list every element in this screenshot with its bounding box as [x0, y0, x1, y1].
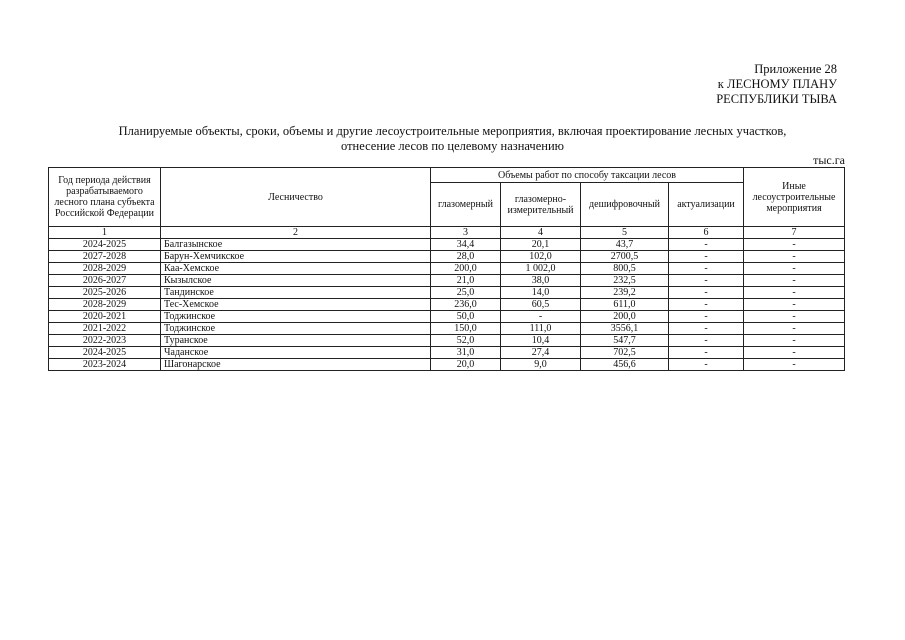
- cell-glazomerny: 34,4: [431, 239, 501, 251]
- column-number: 7: [744, 227, 845, 239]
- cell-glazomerno-izmeritelny: 20,1: [501, 239, 581, 251]
- cell-year: 2026-2027: [49, 275, 161, 287]
- table-row: [49, 287, 845, 299]
- cell-other: -: [744, 311, 845, 323]
- cell-forestry: Шагонарское: [161, 359, 431, 371]
- cell-year: 2027-2028: [49, 251, 161, 263]
- cell-deshifrovochny: 239,2: [581, 287, 669, 299]
- cell-glazomerny: 28,0: [431, 251, 501, 263]
- table-row: [49, 323, 845, 335]
- column-number: 1: [49, 227, 161, 239]
- table-row: [49, 275, 845, 287]
- cell-aktualizatsii: -: [669, 359, 744, 371]
- cell-other: -: [744, 239, 845, 251]
- cell-forestry: Тоджинское: [161, 311, 431, 323]
- cell-year: 2028-2029: [49, 299, 161, 311]
- cell-forestry: Туранское: [161, 335, 431, 347]
- cell-deshifrovochny: 547,7: [581, 335, 669, 347]
- appendix-note: [716, 62, 837, 107]
- table-row: [49, 239, 845, 251]
- cell-aktualizatsii: -: [669, 287, 744, 299]
- cell-deshifrovochny: 3556,1: [581, 323, 669, 335]
- cell-other: -: [744, 263, 845, 275]
- cell-aktualizatsii: -: [669, 239, 744, 251]
- table-row: [49, 347, 845, 359]
- cell-other: -: [744, 299, 845, 311]
- cell-aktualizatsii: -: [669, 311, 744, 323]
- column-number: 5: [581, 227, 669, 239]
- cell-other: -: [744, 323, 845, 335]
- cell-aktualizatsii: -: [669, 299, 744, 311]
- cell-aktualizatsii: -: [669, 251, 744, 263]
- cell-other: -: [744, 287, 845, 299]
- table-row: [49, 359, 845, 371]
- cell-year: 2028-2029: [49, 263, 161, 275]
- header-glazomerny: глазомерный: [431, 183, 501, 227]
- cell-year: 2024-2025: [49, 347, 161, 359]
- cell-glazomerny: 21,0: [431, 275, 501, 287]
- cell-glazomerno-izmeritelny: 111,0: [501, 323, 581, 335]
- cell-glazomerno-izmeritelny: 102,0: [501, 251, 581, 263]
- column-number: 3: [431, 227, 501, 239]
- column-number: 4: [501, 227, 581, 239]
- cell-forestry: Тандинское: [161, 287, 431, 299]
- header-volumes-group: Объемы работ по способу таксации лесов: [431, 168, 744, 183]
- table-row: [49, 263, 845, 275]
- cell-aktualizatsii: -: [669, 275, 744, 287]
- header-forestry: Лесничество: [161, 168, 431, 227]
- column-number-row: [49, 227, 845, 239]
- table-row: [49, 299, 845, 311]
- cell-glazomerny: 200,0: [431, 263, 501, 275]
- cell-glazomerno-izmeritelny: 9,0: [501, 359, 581, 371]
- cell-glazomerny: 50,0: [431, 311, 501, 323]
- document-title: [60, 124, 845, 154]
- cell-glazomerny: 52,0: [431, 335, 501, 347]
- cell-deshifrovochny: 456,6: [581, 359, 669, 371]
- header-glazomerno-izmeritelny: глазомерно-измерительный: [501, 183, 581, 227]
- cell-forestry: Балгазынское: [161, 239, 431, 251]
- cell-forestry: Каа-Хемское: [161, 263, 431, 275]
- cell-glazomerno-izmeritelny: -: [501, 311, 581, 323]
- cell-deshifrovochny: 43,7: [581, 239, 669, 251]
- header-year: Год периода действия разрабатываемого лесного плана субъекта Российской Федерации: [49, 168, 161, 227]
- cell-year: 2021-2022: [49, 323, 161, 335]
- table-row: [49, 311, 845, 323]
- cell-forestry: Барун-Хемчикское: [161, 251, 431, 263]
- cell-other: -: [744, 359, 845, 371]
- table-row: [49, 251, 845, 263]
- cell-other: -: [744, 251, 845, 263]
- cell-glazomerno-izmeritelny: 1 002,0: [501, 263, 581, 275]
- cell-aktualizatsii: -: [669, 263, 744, 275]
- title-line: отнесение лесов по целевому назначению: [341, 139, 564, 153]
- cell-glazomerno-izmeritelny: 38,0: [501, 275, 581, 287]
- cell-deshifrovochny: 611,0: [581, 299, 669, 311]
- table-body: [49, 239, 845, 371]
- cell-forestry: Кызылское: [161, 275, 431, 287]
- forest-plan-table: [48, 167, 845, 371]
- cell-deshifrovochny: 702,5: [581, 347, 669, 359]
- cell-deshifrovochny: 200,0: [581, 311, 669, 323]
- cell-aktualizatsii: -: [669, 323, 744, 335]
- cell-glazomerny: 236,0: [431, 299, 501, 311]
- cell-year: 2025-2026: [49, 287, 161, 299]
- cell-forestry: Тес-Хемское: [161, 299, 431, 311]
- cell-aktualizatsii: -: [669, 347, 744, 359]
- header-aktualizatsii: актуализации: [669, 183, 744, 227]
- cell-deshifrovochny: 800,5: [581, 263, 669, 275]
- appendix-line: Приложение 28: [754, 62, 837, 76]
- cell-other: -: [744, 347, 845, 359]
- cell-other: -: [744, 335, 845, 347]
- cell-glazomerny: 20,0: [431, 359, 501, 371]
- cell-year: 2022-2023: [49, 335, 161, 347]
- cell-deshifrovochny: 2700,5: [581, 251, 669, 263]
- title-line: Планируемые объекты, сроки, объемы и другие лесоустроительные мероприятия, включая проектирование лесных участков,: [118, 124, 787, 138]
- cell-glazomerno-izmeritelny: 14,0: [501, 287, 581, 299]
- unit-label: тыс.га: [813, 153, 845, 167]
- header-other-activities: Иные лесоустроительные мероприятия: [744, 168, 845, 227]
- header-deshifrovochny: дешифровочный: [581, 183, 669, 227]
- cell-other: -: [744, 275, 845, 287]
- cell-glazomerny: 25,0: [431, 287, 501, 299]
- cell-forestry: Тоджинское: [161, 323, 431, 335]
- cell-glazomerno-izmeritelny: 27,4: [501, 347, 581, 359]
- cell-glazomerny: 31,0: [431, 347, 501, 359]
- cell-glazomerno-izmeritelny: 60,5: [501, 299, 581, 311]
- column-number: 2: [161, 227, 431, 239]
- appendix-line: РЕСПУБЛИКИ ТЫВА: [716, 92, 837, 106]
- cell-year: 2023-2024: [49, 359, 161, 371]
- cell-aktualizatsii: -: [669, 335, 744, 347]
- cell-deshifrovochny: 232,5: [581, 275, 669, 287]
- column-number: 6: [669, 227, 744, 239]
- cell-year: 2024-2025: [49, 239, 161, 251]
- cell-glazomerny: 150,0: [431, 323, 501, 335]
- cell-glazomerno-izmeritelny: 10,4: [501, 335, 581, 347]
- appendix-line: к ЛЕСНОМУ ПЛАНУ: [717, 77, 837, 91]
- cell-forestry: Чаданское: [161, 347, 431, 359]
- table-row: [49, 335, 845, 347]
- cell-year: 2020-2021: [49, 311, 161, 323]
